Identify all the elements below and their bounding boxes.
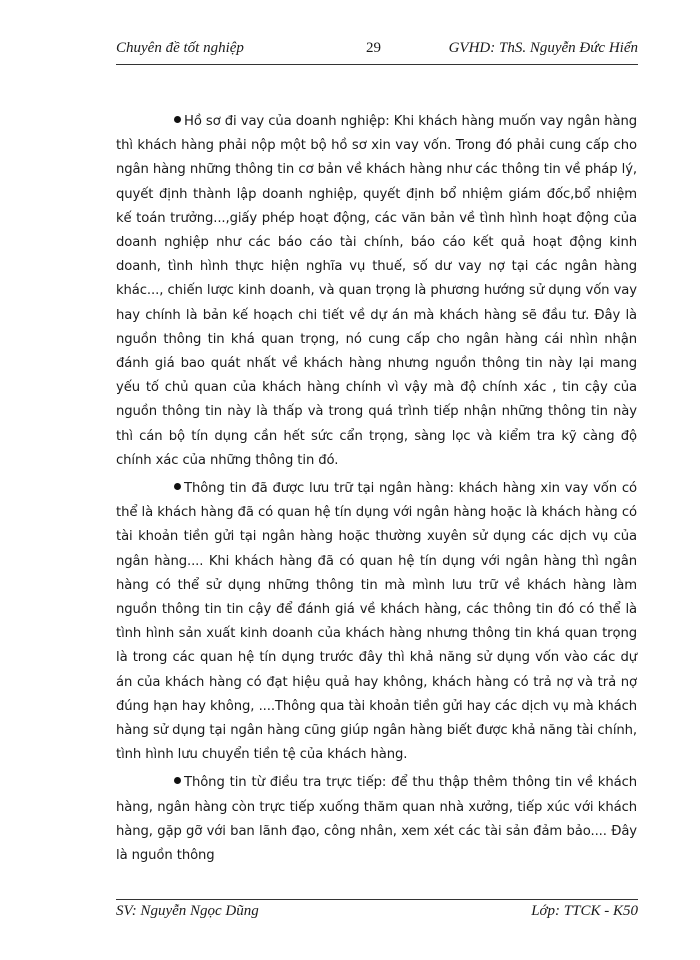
page-number: 29 (366, 40, 381, 56)
header-title: Chuyên đề tốt nghiệp (116, 40, 244, 56)
paragraph-direct-survey (116, 771, 637, 868)
paragraph-text: Hồ sơ đi vay của doanh nghiệp: Khi khách hàng muốn vay ngân hàng thì khách hàng phải nộp một bộ hồ sơ xin vay vốn. Trong đó phải cung cấp cho ngân hàng những thông tin cơ bản về khách hàng như các thông tin về pháp lý, quyết định thành lập doanh nghiệp, quyết định bổ nhiệm giám đốc,bổ nhiệm kế toán trưởng...,giấy phép hoạt động, các văn bản về tình hình hoạt động của doanh nghiệp như các báo cáo tài chính, báo cáo kết quả hoạt động kinh doanh, tình hình thực hiện nghĩa vụ thuế, số dư vay nợ tại các ngân hàng khác..., chiến lược kinh doanh, và quan trọng là phương hướng sử dụng vốn vay hay chính là bản kế hoạch chi tiết về dự án mà khách hàng sẽ đầu tư. Đây là nguồn thông tin khá quan trọng, nó cung cấp cho ngân hàng cái nhìn nhận đánh giá bao quát nhất về khách hàng nhưng nguồn thông tin này lại mang yếu tố chủ quan của khách hàng chính vì vậy mà độ chính xác , tin cậy của nguồn thông tin này là thấp và trong quá trình tiếp nhận những thông tin này thì cán bộ tín dụng cần hết sức cẩn trọng, sàng lọc và kiểm tra kỹ càng độ chính xác của những thông tin đó. (116, 114, 637, 468)
bullet-icon (174, 483, 181, 490)
bullet-icon (174, 777, 181, 784)
paragraph-stored-info (116, 477, 637, 767)
paragraph-text: Thông tin đã được lưu trữ tại ngân hàng: khách hàng xin vay vốn có thể là khách hàng đã có quan hệ tín dụng với ngân hàng hoặc là khách hàng có tài khoản tiền gửi tại ngân hàng hoặc thường xuyên sử dụng các dịch vụ của ngân hàng.... Khi khách hàng đã có quan hệ tín dụng với ngân hàng thì ngân hàng có thể sử dụng những thông tin mà mình lưu trữ về khách hàng làm nguồn thông tin tin cậy để đánh giá về khách hàng, các thông tin đó có thể là tình hình sản xuất kinh doanh của khách hàng nhưng thông tin khá quan trọng là trong các quan hệ tín dụng trước đây thì khả năng sử dụng vốn vào các dự án của khách hàng có đạt hiệu quả hay không, khách hàng có trả nợ và trả nợ đúng hạn hay không, ....Thông qua tài khoản tiền gửi hay các dịch vụ mà khách hàng sử dụng tại ngân hàng cũng giúp ngân hàng biết được khả năng tài chính, tình hình lưu chuyển tiền tệ của khách hàng. (116, 481, 637, 763)
paragraph-text: Thông tin từ điều tra trực tiếp: để thu thập thêm thông tin về khách hàng, ngân hàng còn trực tiếp xuống thăm quan nhà xưởng, tiếp xúc với khách hàng, gặp gỡ với ban lãnh đạo, công nhân, xem xét các tài sản đảm bảo.... Đây là nguồn thông (116, 775, 637, 864)
header-divider (116, 64, 638, 65)
bullet-icon (174, 116, 181, 123)
header-supervisor: GVHD: ThS. Nguyễn Đức Hiển (448, 40, 638, 56)
document-body (116, 110, 637, 872)
footer-class: Lớp: TTCK - K50 (531, 903, 638, 919)
footer-divider (116, 899, 638, 900)
footer-student: SV: Nguyễn Ngọc Dũng (116, 903, 259, 919)
page-footer (116, 903, 638, 925)
paragraph-loan-dossier (116, 110, 637, 473)
page-header (116, 40, 638, 62)
